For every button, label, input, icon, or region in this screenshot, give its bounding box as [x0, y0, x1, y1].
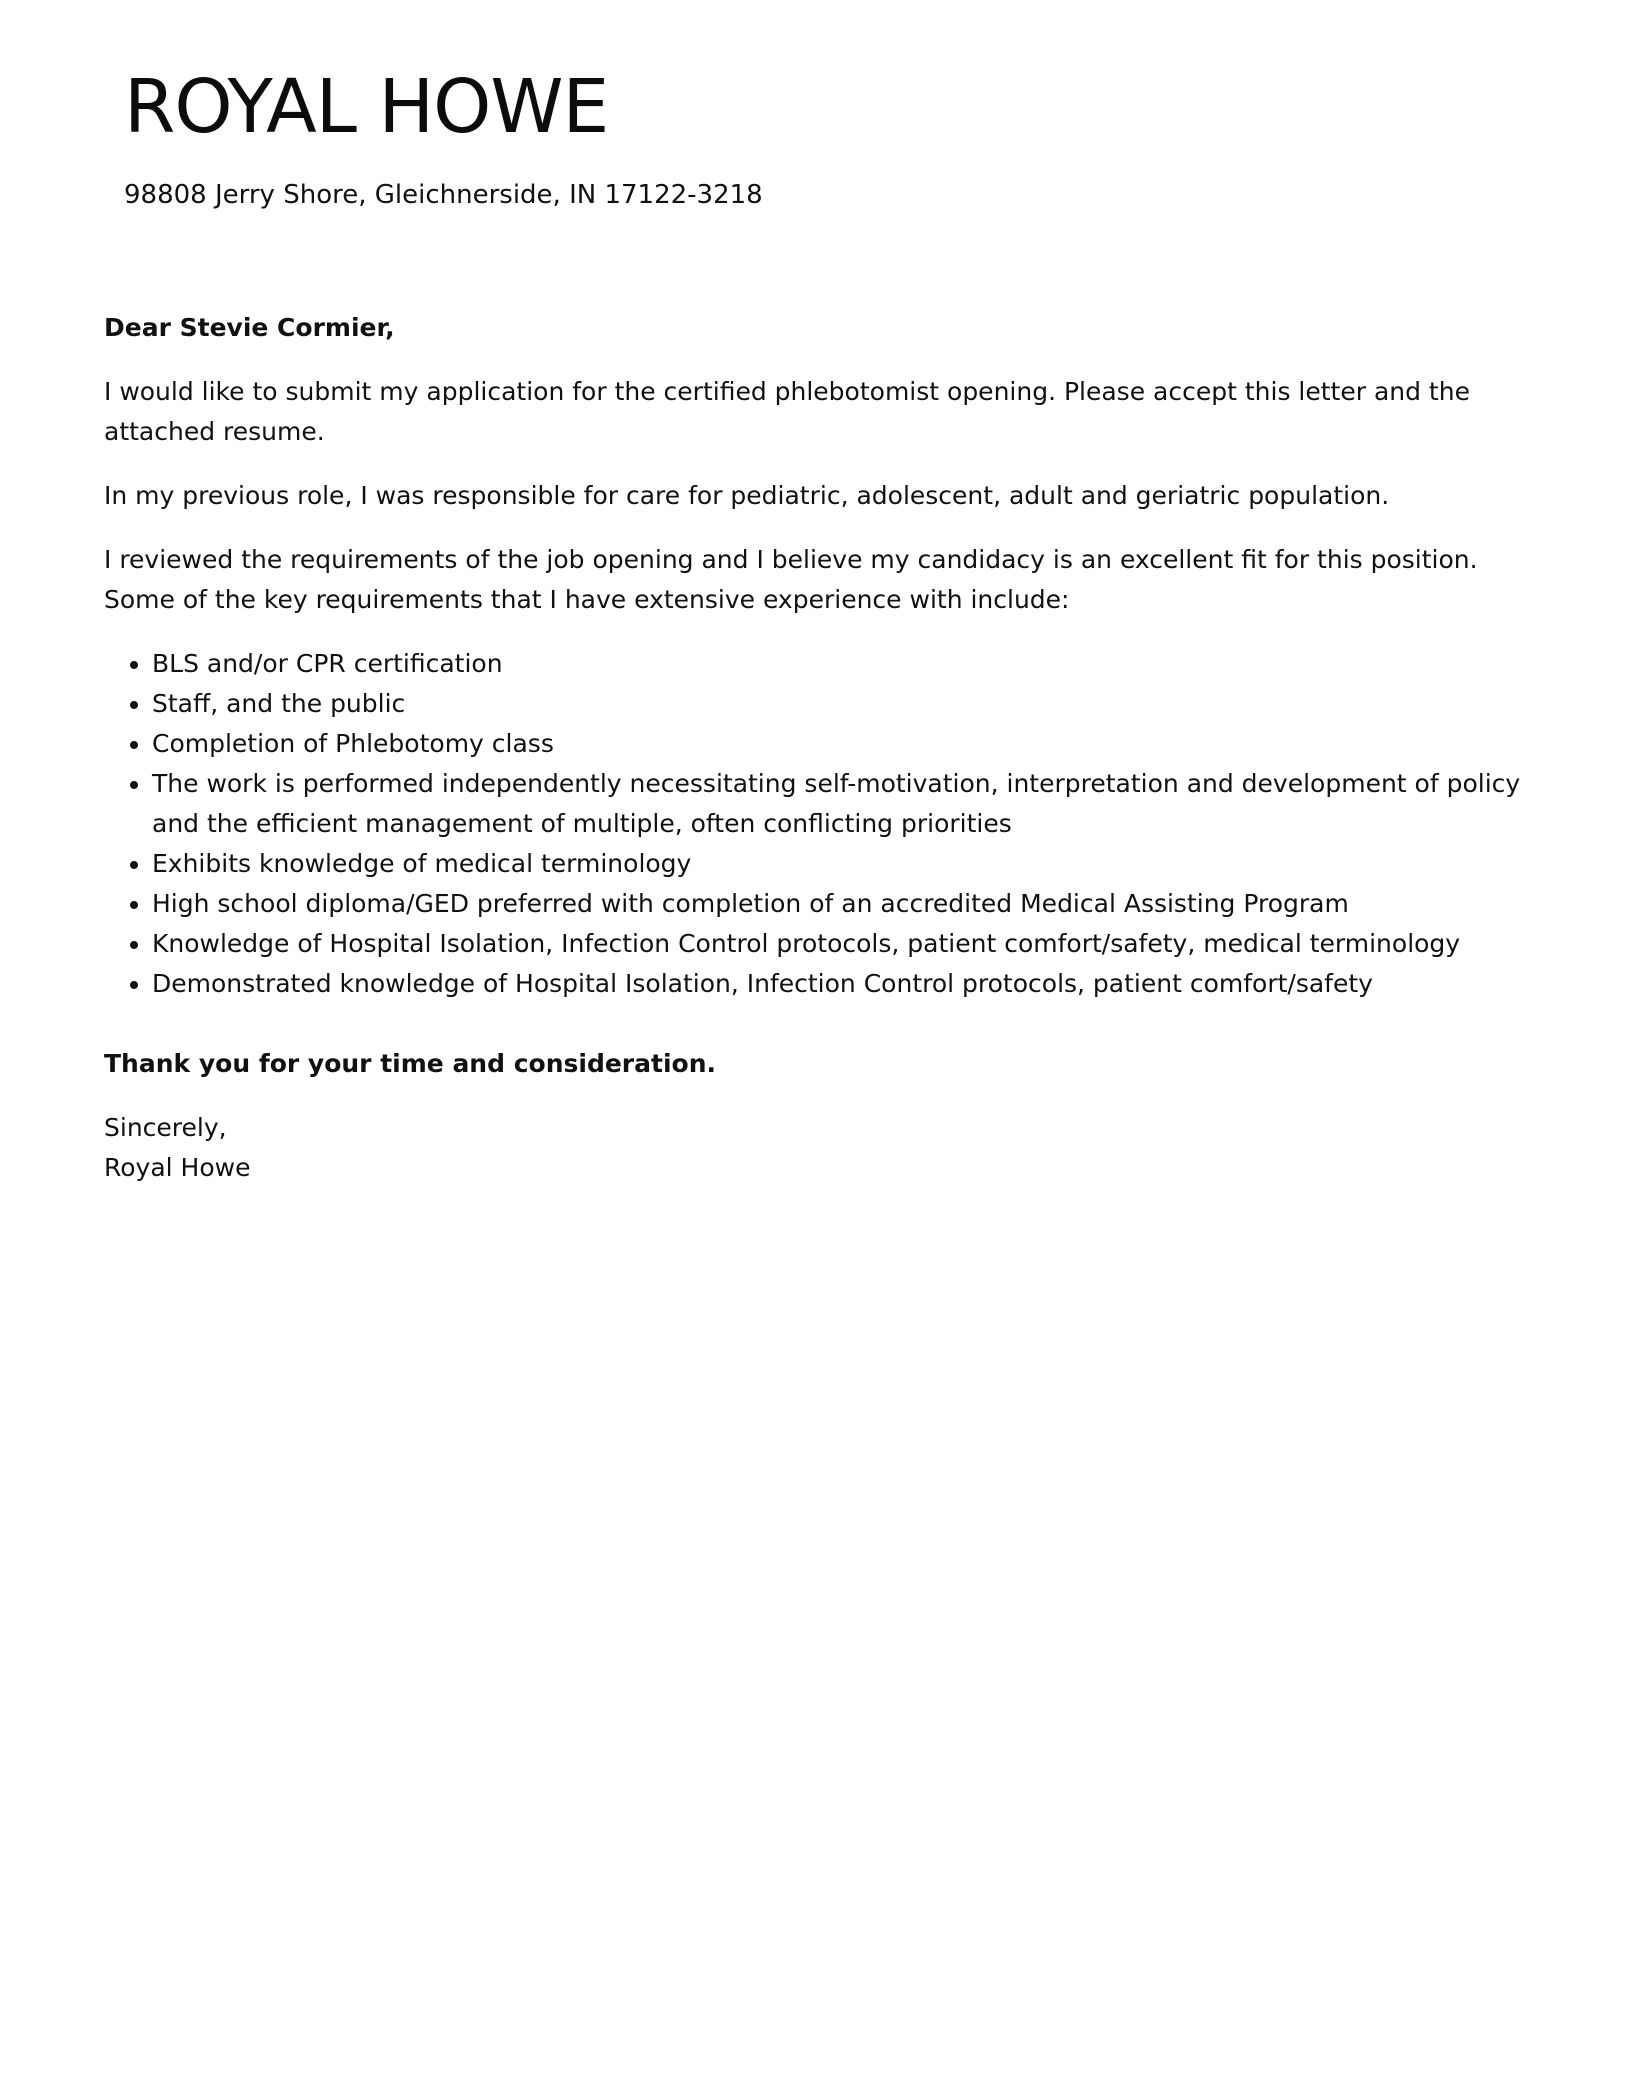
- closing-line: Thank you for your time and consideration.: [104, 1049, 716, 1078]
- list-item: • BLS and/or CPR certification: [152, 644, 1534, 684]
- applicant-address: 98808 Jerry Shore, Gleichnerside, IN 17122-3218: [124, 180, 763, 210]
- paragraph-requirements-intro: I reviewed the requirements of the job opening and I believe my candidacy is an excellent fit for this position. Some of the key requirements that I have extensive experience with include:: [104, 545, 1478, 614]
- list-item: • The work is performed independently necessitating self-motivation, interpretation and development of policy and the efficient management of multiple, often conflicting priorities: [152, 764, 1534, 844]
- signature-name: Royal Howe: [104, 1153, 251, 1182]
- salutation: Dear Stevie Cormier,: [104, 313, 395, 342]
- list-item: • High school diploma/GED preferred with completion of an accredited Medical Assisting Program: [152, 884, 1534, 924]
- list-item: • Demonstrated knowledge of Hospital Isolation, Infection Control protocols, patient comfort/safety: [152, 964, 1534, 1004]
- list-item: • Staff, and the public: [152, 684, 1534, 724]
- applicant-name: ROYAL HOWE: [124, 64, 609, 150]
- letter-header: [124, 64, 1504, 211]
- list-item: • Knowledge of Hospital Isolation, Infection Control protocols, patient comfort/safety, medical terminology: [152, 924, 1534, 964]
- paragraph-intro: I would like to submit my application for the certified phlebotomist opening. Please accept this letter and the attached resume.: [104, 377, 1470, 446]
- list-item: • Exhibits knowledge of medical terminology: [152, 844, 1534, 884]
- signoff: [104, 1108, 1534, 1188]
- paragraph-previous-role: In my previous role, I was responsible for care for pediatric, adolescent, adult and geriatric population.: [104, 481, 1390, 510]
- letter-body: [104, 308, 1534, 1188]
- signoff-word: Sincerely,: [104, 1113, 227, 1142]
- list-item: • Completion of Phlebotomy class: [152, 724, 1534, 764]
- requirements-list: [104, 644, 1534, 1004]
